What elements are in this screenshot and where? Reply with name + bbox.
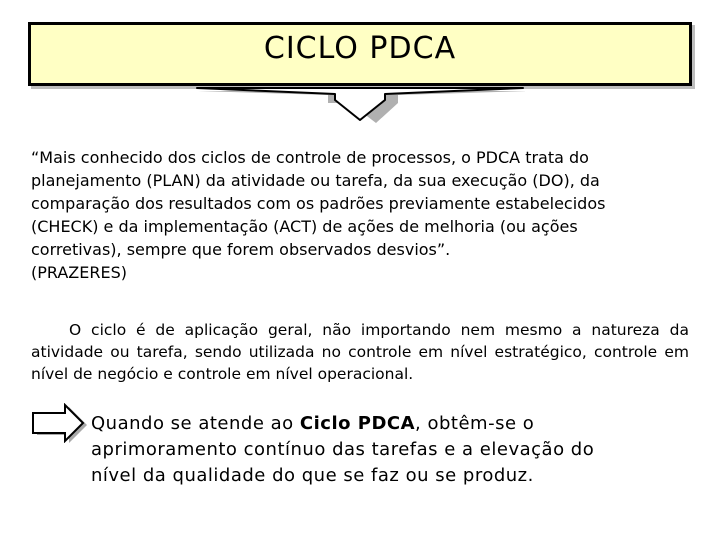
highlight-text: , obtêm-se o <box>415 413 535 434</box>
quote-source: (PRAZERES) <box>31 263 127 282</box>
ciclo-pdca-bold: Ciclo PDCA <box>299 413 416 434</box>
quote-line: “Mais conhecido dos ciclos de controle de processos, o PDCA trata do <box>31 148 589 167</box>
quote-line: comparação dos resultados com os padrões previamente estabelecidos <box>31 194 606 213</box>
quote-line: corretivas), sempre que forem observados desvios”. <box>31 240 451 259</box>
quote-line: planejamento (PLAN) da atividade ou tarefa, da sua execução (DO), da <box>31 171 600 190</box>
body-paragraph <box>31 319 689 385</box>
right-arrow-icon <box>31 403 87 443</box>
highlight-paragraph <box>91 411 646 489</box>
quote-paragraph <box>31 146 689 284</box>
highlight-line: aprimoramento contínuo das tarefas e a elevação do <box>91 439 595 460</box>
body-line: da atividade ou tarefa, sendo utilizada no controle em nível estratégico, <box>31 321 690 361</box>
page-title: CICLO PDCA <box>263 31 457 66</box>
highlight-line: nível da qualidade do que se faz ou se produz. <box>91 465 534 486</box>
highlight-line <box>91 411 646 437</box>
title-box <box>28 22 692 86</box>
body-line: O ciclo é de aplicação geral, não importando nem mesmo a natureza <box>69 321 660 339</box>
highlight-text: Quando se atende ao <box>91 413 300 434</box>
quote-line: (CHECK) e da implementação (ACT) de ações de melhoria (ou ações <box>31 217 578 236</box>
down-arrow-icon <box>195 86 525 126</box>
body-line: controle em nível de negócio e controle em nível operacional. <box>31 343 689 383</box>
